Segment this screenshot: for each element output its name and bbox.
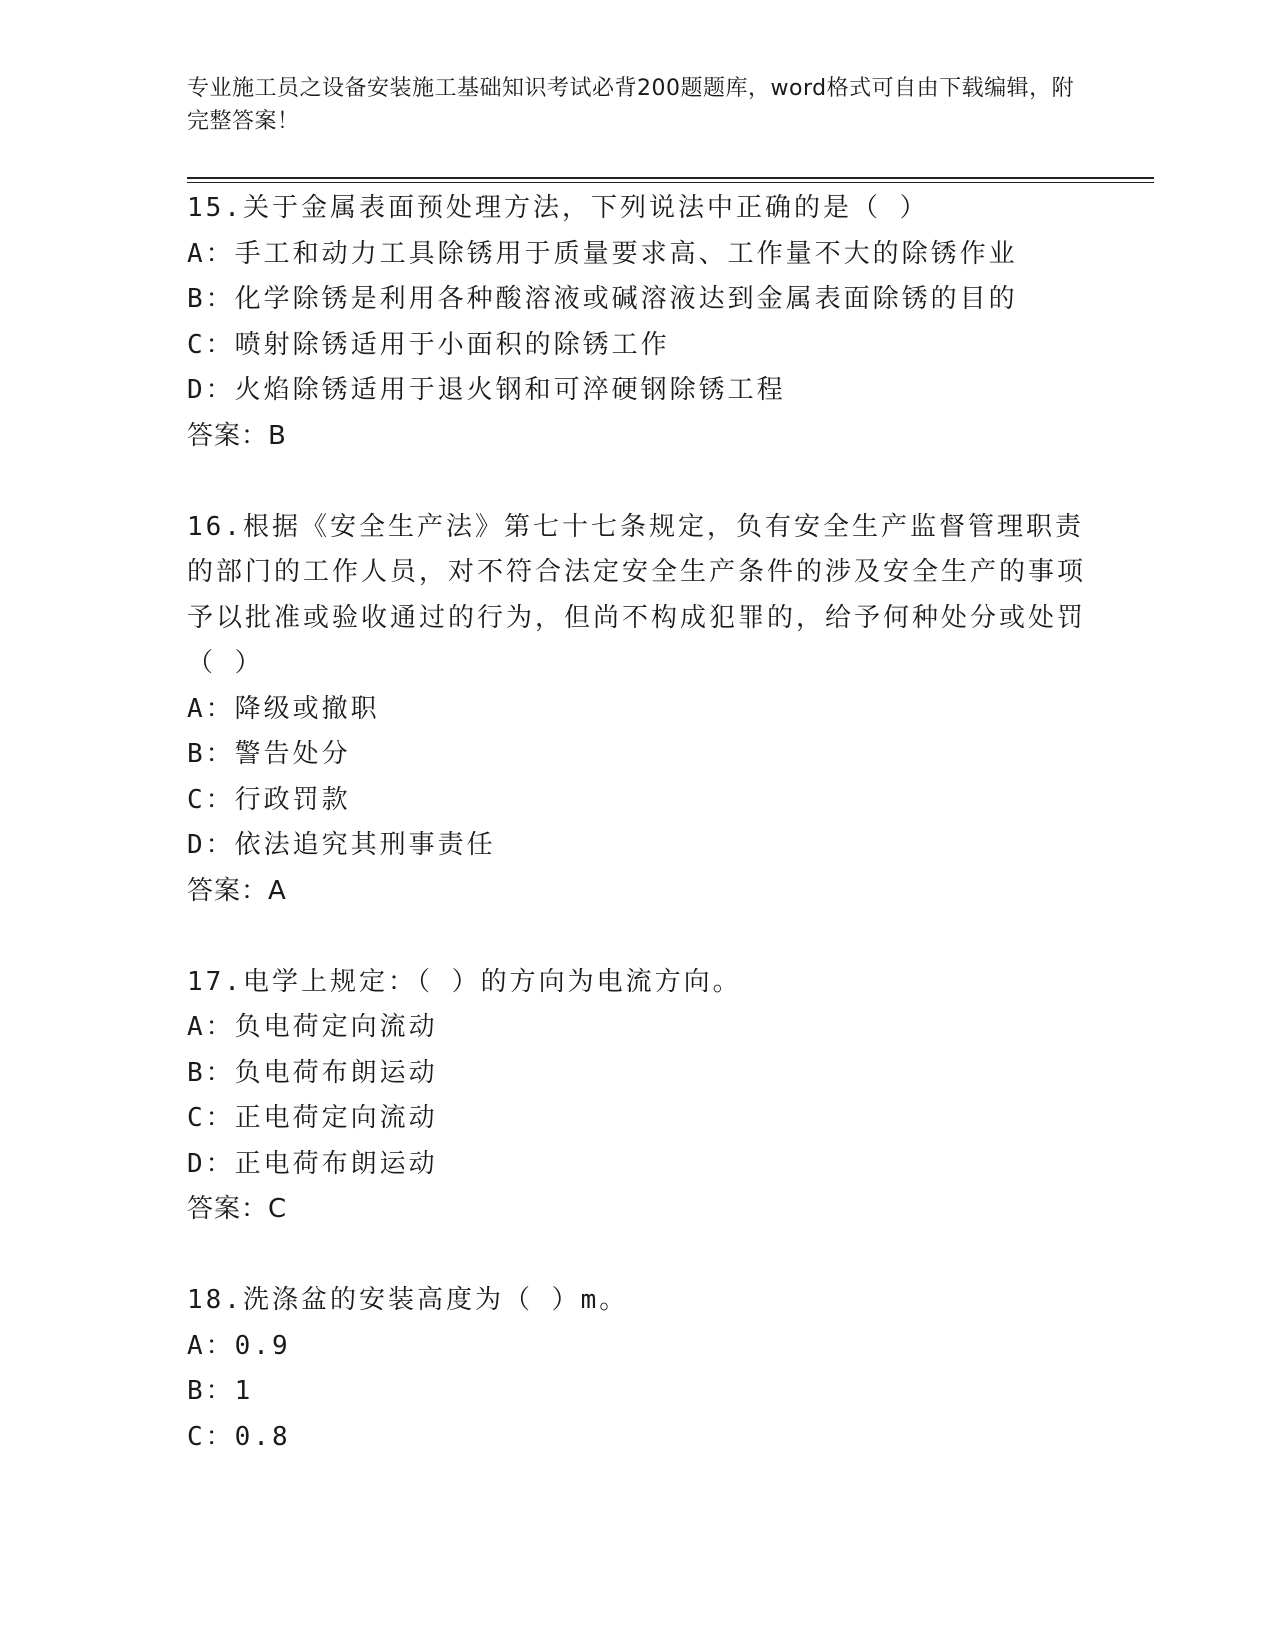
question-18 xyxy=(187,1278,1087,1460)
option-c: C：正电荷定向流动 xyxy=(187,1103,438,1133)
option-d: D：依法追究其刑事责任 xyxy=(187,830,496,860)
question-15 xyxy=(187,186,1087,459)
answer-line: 答案：B xyxy=(187,420,287,451)
question-list xyxy=(187,186,1087,1506)
question-stem: 18.洗涤盆的安装高度为（ ）m。 xyxy=(187,1285,629,1315)
answer-line: 答案：C xyxy=(187,1194,288,1224)
answer-line: 答案：A xyxy=(187,875,287,906)
option-b: B：1 xyxy=(187,1376,254,1406)
header-divider-thick xyxy=(187,177,1154,179)
question-16 xyxy=(187,505,1087,915)
option-c: C：0.8 xyxy=(187,1421,291,1452)
question-stem: 15.关于金属表面预处理方法，下列说法中正确的是（ ） xyxy=(187,193,929,223)
option-a: A：手工和动力工具除锈用于质量要求高、工作量不大的除锈作业 xyxy=(187,238,1018,269)
header-divider-thin xyxy=(187,182,1154,183)
document-header: 专业施工员之设备安装施工基础知识考试必背200题题库，word格式可自由下载编辑，附完整答案！ xyxy=(187,76,1075,134)
option-a: A：降级或撤职 xyxy=(187,693,380,724)
option-d: D：火焰除锈适用于退火钢和可淬硬钢除锈工程 xyxy=(187,375,786,405)
option-b: B：化学除锈是利用各种酸溶液或碱溶液达到金属表面除锈的目的 xyxy=(187,284,1018,314)
option-c: C：行政罚款 xyxy=(187,784,351,815)
question-stem: 16.根据《安全生产法》第七十七条规定，负有安全生产监督管理职责的部门的工作人员，对不符合法定安全生产条件的涉及安全生产的事项予以批准或验收通过的行为，但尚不构成犯罪的，给予何种处分或处罚（ ） xyxy=(187,511,1087,678)
question-stem: 17.电学上规定：（ ）的方向为电流方向。 xyxy=(187,966,742,997)
option-b: B：警告处分 xyxy=(187,739,351,769)
option-a: A：0.9 xyxy=(187,1330,291,1361)
option-c: C：喷射除锈适用于小面积的除锈工作 xyxy=(187,329,670,360)
question-17 xyxy=(187,960,1087,1233)
option-a: A：负电荷定向流动 xyxy=(187,1012,438,1042)
option-d: D：正电荷布朗运动 xyxy=(187,1148,438,1179)
option-b: B：负电荷布朗运动 xyxy=(187,1057,438,1088)
